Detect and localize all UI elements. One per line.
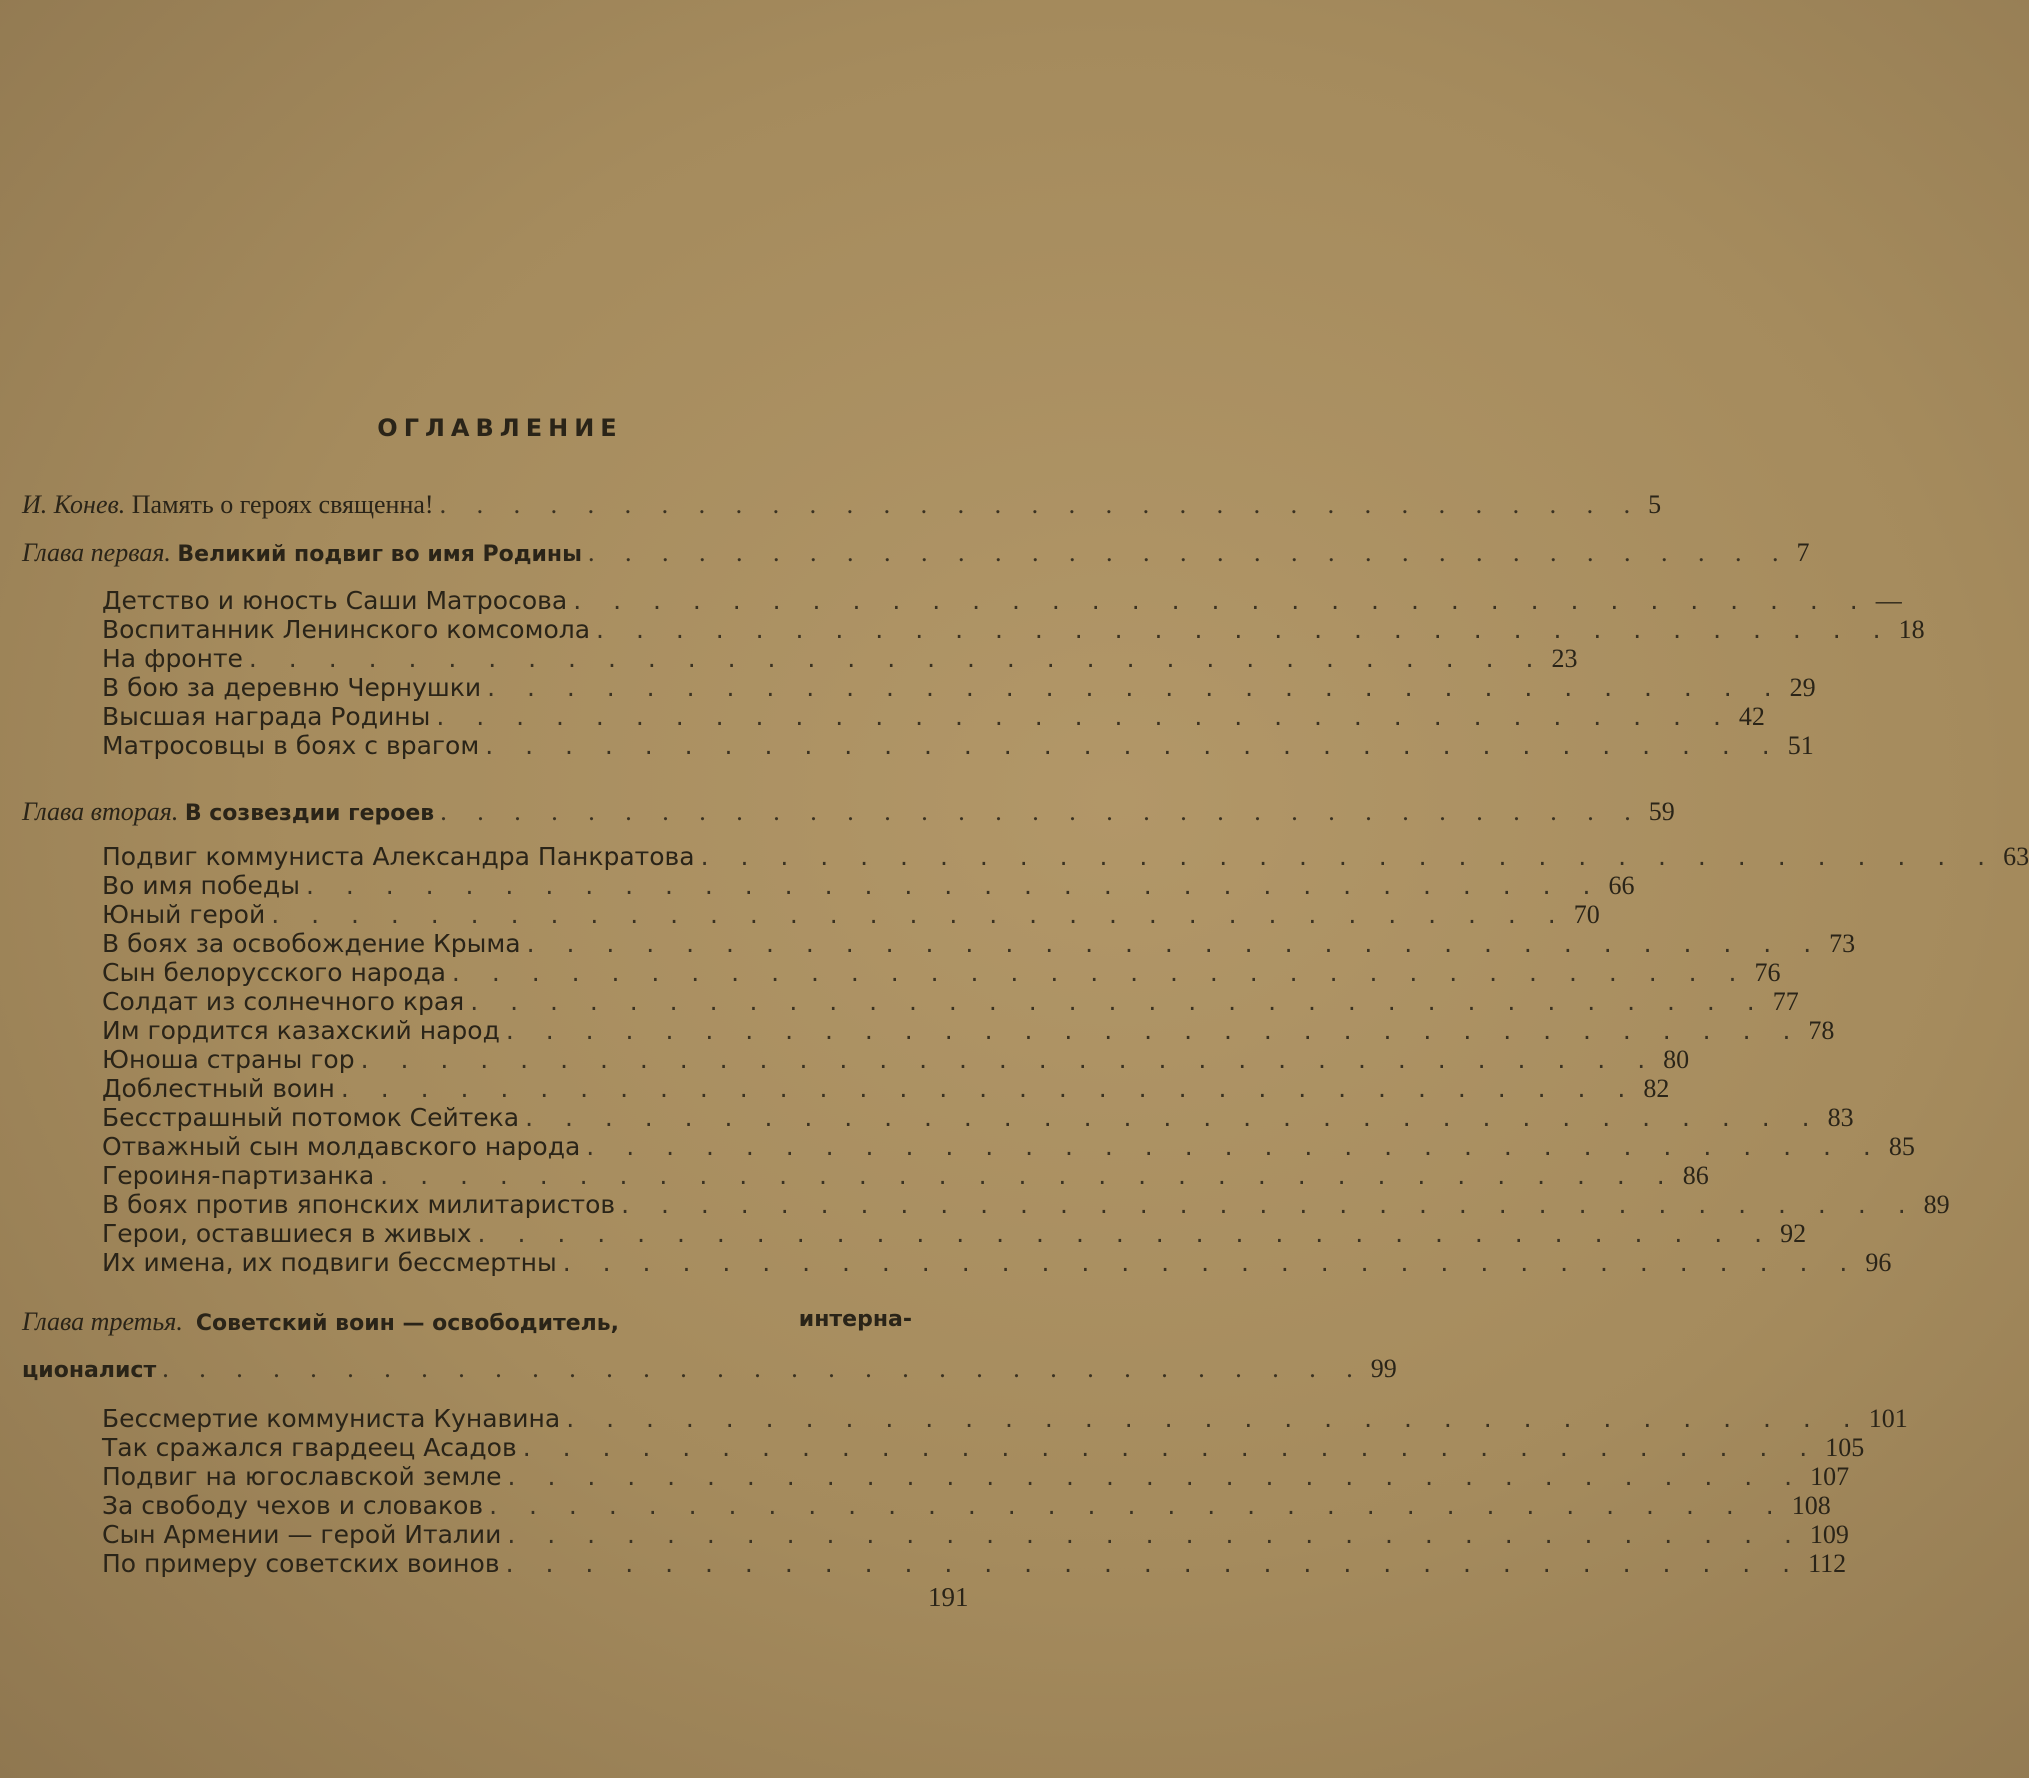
entry-title: Героиня-партизанка xyxy=(102,1161,375,1190)
toc-entry[interactable] xyxy=(102,929,1856,959)
entry-title: Так сражался гвардеец Асадов xyxy=(102,1433,517,1462)
leader-dots: . . . . . . . . . . . . . . . . . . . . . . . . . . . . . . . . . xyxy=(340,1074,1638,1103)
leader-dots: . . . . . . . . . . . . . . . . . . . . . . . . . . . . . . . . . xyxy=(596,615,1893,644)
chapter-title: Великий подвиг во имя Родины xyxy=(177,542,583,567)
leader-dots: . . . . . . . . . . . . . . . . . . . . . . . . . . . . . . . . . xyxy=(470,987,1767,1016)
entry-title: В боях против японских милитаристов xyxy=(102,1190,616,1219)
page-title: ОГЛАВЛЕНИЕ xyxy=(377,414,623,442)
entry-title: Сын белорусского народа xyxy=(102,958,446,987)
entry-page: 66 xyxy=(1608,871,1635,900)
entry-page: 73 xyxy=(1829,929,1856,958)
toc-entry[interactable] xyxy=(102,586,1902,616)
entry-page: 78 xyxy=(1808,1016,1835,1045)
entry-page: 85 xyxy=(1888,1132,1915,1161)
entry-page: 96 xyxy=(1865,1248,1892,1277)
leader-dots: . . . . . . . . . . . . . . . . . . . . . . . . . . . . . . . . . xyxy=(439,490,1643,519)
entry-page: 23 xyxy=(1551,644,1578,673)
leader-dots: . . . . . . . . . . . . . . . . . . . . . . . . . . . . . . . . . xyxy=(505,1016,1803,1045)
toc-entry[interactable] xyxy=(102,1491,1831,1521)
entry-title: Им гордится казахский народ xyxy=(102,1016,500,1045)
leader-dots: . . . . . . . . . . . . . . . . . . . . . . . . . . . . . . . . . xyxy=(573,586,1870,615)
chapter-title: В созвездии героев xyxy=(184,801,435,826)
toc-entry[interactable] xyxy=(102,842,2029,872)
entry-page: 89 xyxy=(1923,1190,1950,1219)
entry-title: В бою за деревню Чернушки xyxy=(102,673,482,702)
leader-dots: . . . . . . . . . . . . . . . . . . . . . . . . . . . . . . . . . xyxy=(505,1549,1803,1578)
entry-page: 18 xyxy=(1898,615,1925,644)
entry-page: 86 xyxy=(1682,1161,1709,1190)
toc-entry[interactable] xyxy=(102,702,1765,732)
leader-dots: . . . . . . . . . . . . . . . . . . . . . . . . . . . . . . . . . xyxy=(440,797,1643,826)
toc-entry[interactable] xyxy=(102,1433,1865,1463)
entry-title: Детство и юность Саши Матросова xyxy=(102,586,568,615)
leader-dots: . . . . . . . . . . . . . . . . . . . . . . . . . . . . . . . . . xyxy=(566,1404,1863,1433)
chapter-page: 7 xyxy=(1796,538,1810,567)
entry-page: 70 xyxy=(1573,900,1600,929)
entry-title: Солдат из солнечного края xyxy=(102,987,465,1016)
toc-entry[interactable] xyxy=(102,1549,1847,1579)
entry-page: 101 xyxy=(1868,1404,1908,1433)
toc-entry[interactable] xyxy=(102,1161,1709,1191)
leader-dots: . . . . . . . . . . . . . . . . . . . . . . . . . . . . . . . . . xyxy=(271,900,1568,929)
toc-chapter-1[interactable] xyxy=(22,538,1810,568)
entry-title: Юный герой xyxy=(102,900,266,929)
entry-title: Матросовцы в боях с врагом xyxy=(102,731,480,760)
toc-entry[interactable] xyxy=(102,1045,1690,1075)
toc-chapter-3-heading[interactable] xyxy=(22,1307,982,1337)
entry-title: Во имя победы xyxy=(102,871,300,900)
entry-title: Подвиг на югославской земле xyxy=(102,1462,502,1491)
entry-page: 108 xyxy=(1791,1491,1831,1520)
toc-entry[interactable] xyxy=(102,1190,1950,1220)
leader-dots: . . . . . . . . . . . . . . . . . . . . . . . . . . . . . . . . . xyxy=(485,731,1782,760)
leader-dots: . . . . . . . . . . . . . . . . . . . . . . . . . . . . . . . . . xyxy=(522,1433,1820,1462)
toc-entry[interactable] xyxy=(102,615,1925,645)
entry-page: 112 xyxy=(1808,1549,1847,1578)
leader-dots: . . . . . . . . . . . . . . . . . . . . . . . . . . . . . . . . . xyxy=(380,1161,1677,1190)
entry-title: Их имена, их подвиги бессмертны xyxy=(102,1248,557,1277)
toc-entry[interactable] xyxy=(102,1462,1850,1492)
entry-page: — xyxy=(1875,586,1902,615)
toc-entry[interactable] xyxy=(102,1404,1908,1434)
entry-page: 82 xyxy=(1643,1074,1670,1103)
leader-dots: . . . . . . . . . . . . . . . . . . . . . . . . . . . . . . . . . xyxy=(489,1491,1786,1520)
entry-page: 42 xyxy=(1738,702,1765,731)
chapter-title-continuation: ционалист xyxy=(22,1358,157,1383)
entry-title: В боях за освобождение Крыма xyxy=(102,929,521,958)
entry-title: Сын Армении — герой Италии xyxy=(102,1520,502,1549)
toc-entry[interactable] xyxy=(102,871,1635,901)
entry-page: 107 xyxy=(1810,1462,1850,1491)
toc-chapter-2[interactable] xyxy=(22,797,1675,827)
page-number: 191 xyxy=(928,1582,969,1612)
entry-page: 29 xyxy=(1789,673,1816,702)
entry-page: 83 xyxy=(1827,1103,1854,1132)
leader-dots: . . . . . . . . . . . . . . . . . . . . . . . . . . . . . . . . . xyxy=(305,871,1603,900)
leader-dots: . . . . . . . . . . . . . . . . . . . . . . . . . . . . . . . . . xyxy=(360,1045,1658,1074)
entry-page: 63 xyxy=(2003,842,2029,871)
toc-entry[interactable] xyxy=(102,958,1781,988)
leader-dots: . . . . . . . . . . . . . . . . . . . . . . . . . . . . . . . . . xyxy=(436,702,1733,731)
leader-dots: . . . . . . . . . . . . . . . . . . . . . . . . . . . . . . . . . xyxy=(477,1219,1775,1248)
toc-entry[interactable] xyxy=(102,731,1814,761)
entry-page: 77 xyxy=(1772,987,1799,1016)
chapter-title-hyphen-part: интерна- xyxy=(798,1307,912,1332)
entry-page: 80 xyxy=(1663,1045,1690,1074)
leader-dots: . . . . . . . . . . . . . . . . . . . . . . . . . . . . . . . . . xyxy=(507,1520,1804,1549)
entry-title: Бессмертие коммуниста Кунавина xyxy=(102,1404,561,1433)
entry-author: И. Конев. xyxy=(22,490,126,519)
entry-title: Высшая награда Родины xyxy=(102,702,431,731)
toc-entry[interactable] xyxy=(102,673,1816,703)
entry-page: 92 xyxy=(1780,1219,1807,1248)
toc-entry[interactable] xyxy=(102,644,1578,674)
toc-chapter-3[interactable] xyxy=(22,1354,1397,1384)
toc-entry-intro[interactable] xyxy=(22,490,1662,520)
entry-title: Воспитанник Ленинского комсомола xyxy=(102,615,591,644)
leader-dots: . . . . . . . . . . . . . . . . . . . . . . . . . . . . . . . . . xyxy=(526,929,1824,958)
chapter-label: Глава третья. xyxy=(22,1307,183,1336)
chapter-label: Глава первая. xyxy=(22,538,171,567)
entry-title: За свободу чехов и словаков xyxy=(102,1491,484,1520)
entry-title: Герои, оставшиеся в живых xyxy=(102,1219,472,1248)
entry-title: Память о героях священна! xyxy=(131,490,434,519)
leader-dots: . . . . . . . . . . . . . . . . . . . . . . . . . . . . . . . . . xyxy=(525,1103,1822,1132)
toc-entry[interactable] xyxy=(102,1520,1849,1550)
leader-dots: . . . . . . . . . . . . . . . . . . . . . . . . . . . . . . . . . xyxy=(451,958,1749,987)
entry-page: 51 xyxy=(1787,731,1814,760)
toc-entry[interactable] xyxy=(102,1248,1892,1278)
entry-title: Бесстрашный потомок Сейтека xyxy=(102,1103,520,1132)
toc-entry[interactable] xyxy=(102,1016,1835,1046)
toc-entry[interactable] xyxy=(102,900,1600,930)
leader-dots: . . . . . . . . . . . . . . . . . . . . . . . . . . . . . . . . . xyxy=(588,538,1791,567)
leader-dots: . . . . . . . . . . . . . . . . . . . . . . . . . . . . . . . . . xyxy=(562,1248,1860,1277)
entry-title: По примеру советских воинов xyxy=(102,1549,500,1578)
leader-dots: . . . . . . . . . . . . . . . . . . . . . . . . . . . . . . . . . xyxy=(700,842,1998,871)
leader-dots: . . . . . . . . . . . . . . . . . . . . . . . . . . . . . . . . . xyxy=(248,644,1546,673)
leader-dots: . . . . . . . . . . . . . . . . . . . . . . . . . . . . . . . . . xyxy=(586,1132,1883,1161)
toc-entry[interactable] xyxy=(102,1219,1807,1249)
entry-page: 105 xyxy=(1825,1433,1865,1462)
entry-title: Подвиг коммуниста Александра Панкратова xyxy=(102,842,695,871)
toc-entry[interactable] xyxy=(102,1132,1915,1162)
leader-dots: . . . . . . . . . . . . . . . . . . . . . . . . . . . . . . . . . xyxy=(487,673,1784,702)
leader-dots: . . . . . . . . . . . . . . . . . . . . . . . . . . . . . . . . . xyxy=(162,1354,1365,1383)
entry-title: На фронте xyxy=(102,644,243,673)
toc-entry[interactable] xyxy=(102,1103,1854,1133)
chapter-page: 59 xyxy=(1648,797,1675,826)
entry-page: 76 xyxy=(1754,958,1781,987)
chapter-page: 99 xyxy=(1370,1354,1397,1383)
chapter-title: Советский воин — освободитель, xyxy=(195,1311,620,1336)
toc-entry[interactable] xyxy=(102,1074,1670,1104)
entry-title: Доблестный воин xyxy=(102,1074,335,1103)
leader-dots: . . . . . . . . . . . . . . . . . . . . . . . . . . . . . . . . . xyxy=(507,1462,1805,1491)
entry-page: 5 xyxy=(1648,490,1662,519)
entry-title: Отважный сын молдавского народа xyxy=(102,1132,581,1161)
entry-page: 109 xyxy=(1809,1520,1849,1549)
toc-entry[interactable] xyxy=(102,987,1799,1017)
chapter-label: Глава вторая. xyxy=(22,797,179,826)
leader-dots: . . . . . . . . . . . . . . . . . . . . . . . . . . . . . . . . . xyxy=(621,1190,1918,1219)
entry-title: Юноша страны гор xyxy=(102,1045,355,1074)
